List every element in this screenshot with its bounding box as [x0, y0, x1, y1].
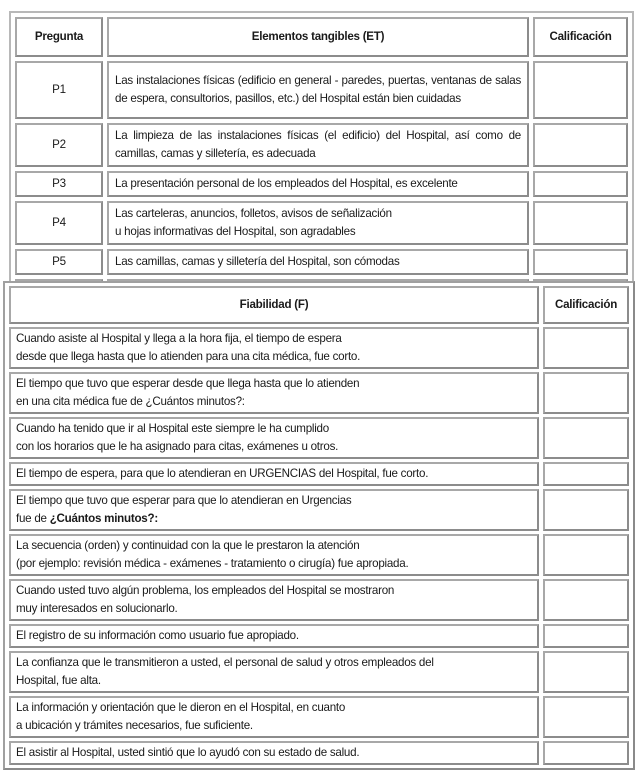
score-cell[interactable]	[543, 462, 629, 486]
header-fiabilidad: Fiabilidad (F)	[9, 286, 539, 324]
question-code: P3	[15, 171, 103, 197]
table-row	[9, 696, 629, 738]
question-text	[9, 372, 539, 414]
score-cell[interactable]	[543, 696, 629, 738]
question-text	[9, 579, 539, 621]
table-row	[9, 579, 629, 621]
question-text-line: Las carteleras, anuncios, folletos, avisos de señalización	[115, 207, 392, 220]
question-text	[9, 489, 539, 531]
table-row	[9, 417, 629, 459]
question-code: P4	[15, 201, 103, 245]
question-text-line: (por ejemplo: revisión médica - exámenes - tratamiento o cirugía) fue apropiada.	[16, 557, 409, 570]
question-text-line: La confianza que le transmitieron a usted, el personal de salud y otros empleados del	[16, 656, 434, 669]
question-text: La limpieza de las instalaciones físicas (el edificio) del Hospital, así como de camillas, camas y silletería, es adecuada	[107, 123, 529, 167]
score-cell[interactable]	[533, 201, 628, 245]
table-row	[15, 201, 628, 245]
question-text	[107, 201, 529, 245]
question-text: Las camillas, camas y silletería del Hospital, son cómodas	[107, 249, 529, 275]
question-text-line: El tiempo que tuvo que esperar desde que llega hasta que lo atienden	[16, 377, 360, 390]
table-row	[15, 123, 628, 167]
question-text	[9, 327, 539, 369]
header-calificacion: Calificación	[533, 17, 628, 57]
question-text-line: Cuando asiste al Hospital y llega a la hora fija, el tiempo de espera	[16, 332, 342, 345]
table-row	[15, 249, 628, 275]
question-code: P1	[15, 61, 103, 119]
question-text: El registro de su información como usuario fue apropiado.	[9, 624, 539, 648]
table-row	[9, 741, 629, 765]
question-text	[9, 651, 539, 693]
question-text-line: El tiempo que tuvo que esperar para que lo atendieran en Urgencias	[16, 494, 352, 507]
table-row	[9, 651, 629, 693]
question-code: P2	[15, 123, 103, 167]
table-row	[9, 327, 629, 369]
question-text	[9, 696, 539, 738]
question-text-line: Cuando ha tenido que ir al Hospital este siempre le ha cumplido	[16, 422, 329, 435]
question-text-line: La secuencia (orden) y continuidad con la que le prestaron la atención	[16, 539, 360, 552]
question-text-bold: ¿Cuántos minutos?:	[49, 512, 158, 525]
score-cell[interactable]	[543, 417, 629, 459]
score-cell[interactable]	[543, 651, 629, 693]
question-text	[9, 534, 539, 576]
header-calificacion: Calificación	[543, 286, 629, 324]
header-elementos-tangibles: Elementos tangibles (ET)	[107, 17, 529, 57]
question-text-line: a ubicación y trámites necesarios, fue suficiente.	[16, 719, 253, 732]
header-pregunta: Pregunta	[15, 17, 103, 57]
table-header-row	[15, 17, 628, 57]
score-cell[interactable]	[533, 123, 628, 167]
question-text-line: u hojas informativas del Hospital, son agradables	[115, 225, 356, 238]
question-text	[9, 417, 539, 459]
question-text-line: La información y orientación que le dieron en el Hospital, en cuanto	[16, 701, 346, 714]
question-text-line: muy interesados en solucionarlo.	[16, 602, 178, 615]
question-text: Las instalaciones físicas (edificio en general - paredes, puertas, ventanas de salas de espera, consultorios, pasillos, etc.) del Hospital están bien cuidadas	[107, 61, 529, 119]
score-cell[interactable]	[543, 579, 629, 621]
question-text: El asistir al Hospital, usted sintió que lo ayudó con su estado de salud.	[9, 741, 539, 765]
table-row	[9, 372, 629, 414]
score-cell[interactable]	[543, 624, 629, 648]
question-text-line: Hospital, fue alta.	[16, 674, 101, 687]
question-text: El tiempo de espera, para que lo atendieran en URGENCIAS del Hospital, fue corto.	[9, 462, 539, 486]
score-cell[interactable]	[533, 171, 628, 197]
score-cell[interactable]	[533, 61, 628, 119]
score-cell[interactable]	[543, 741, 629, 765]
score-cell[interactable]	[543, 489, 629, 531]
score-cell[interactable]	[543, 327, 629, 369]
score-cell[interactable]	[533, 249, 628, 275]
question-text: La presentación personal de los empleados del Hospital, es excelente	[107, 171, 529, 197]
reliability-table	[3, 281, 635, 770]
score-cell[interactable]	[543, 372, 629, 414]
score-cell[interactable]	[543, 534, 629, 576]
question-text-line: desde que llega hasta que lo atienden para una cita médica, fue corto.	[16, 350, 361, 363]
table-row	[15, 61, 628, 119]
table-row	[9, 624, 629, 648]
question-text-line: Cuando usted tuvo algún problema, los empleados del Hospital se mostraron	[16, 584, 395, 597]
table-row	[15, 171, 628, 197]
table-row	[9, 489, 629, 531]
table-header-row	[9, 286, 629, 324]
question-text-prefix: fue de	[16, 512, 50, 525]
question-text-line: en una cita médica fue de ¿Cuántos minutos?:	[16, 395, 245, 408]
question-code: P5	[15, 249, 103, 275]
table-row	[9, 462, 629, 486]
table-row	[9, 534, 629, 576]
question-text-line: con los horarios que le ha asignado para citas, exámenes u otros.	[16, 440, 339, 453]
